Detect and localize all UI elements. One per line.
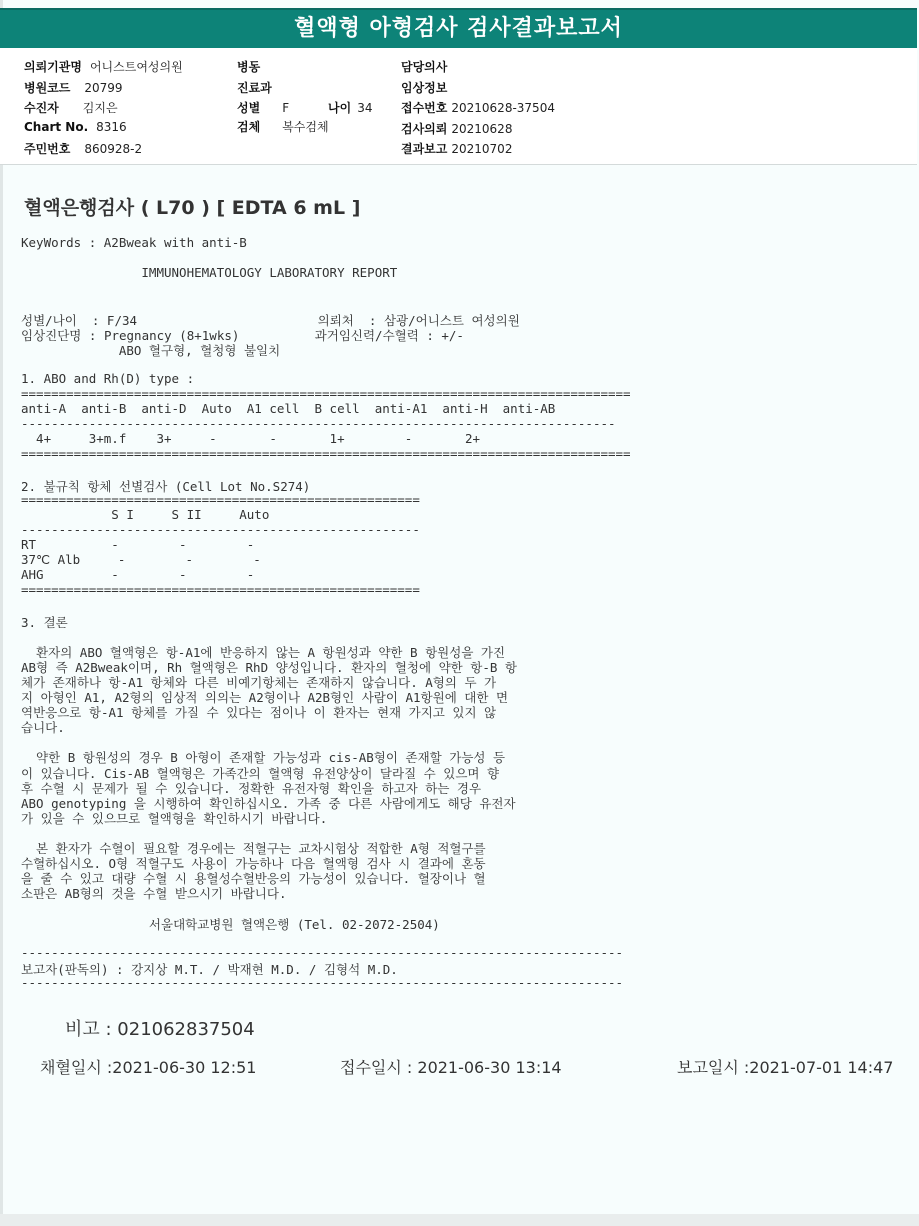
age-field — [328, 99, 372, 116]
field-value: 34 — [357, 101, 373, 115]
clinical-info-field — [401, 79, 455, 96]
report-line: 4+ 3+m.f 3+ - - 1+ - 2+ — [21, 431, 481, 447]
report-line: ================================================================================= — [21, 386, 631, 401]
report-line: 성별/나이 : F/34 의뢰처 : 삼광/어니스트 여성의원 — [21, 312, 520, 328]
field-label: 병동 — [237, 60, 261, 74]
report-line: ------------------------------------------------------------------------------- — [21, 416, 616, 432]
report-line: 가 있을 수 있으므로 혈액형을 확인하시기 바랍니다. — [21, 810, 328, 826]
hospital-code-field — [24, 79, 123, 96]
department-field — [237, 79, 280, 96]
report-line: 체가 존재하나 항-A1 항체와 다른 비예기항체는 존재하지 않습니다. A형의 두 가 — [21, 674, 497, 690]
field-value: 20799 — [84, 81, 123, 95]
field-label: 의뢰기관명 — [24, 60, 82, 74]
report-line: 이 있습니다. Cis-AB 혈액형은 가족간의 혈액형 유전양상이 달라질 수 있으며 향 — [21, 765, 500, 781]
report-line: ===================================================== — [21, 582, 420, 598]
receipt-no-field — [401, 99, 555, 116]
report-line: ABO genotyping 을 시행하여 확인하십시오. 가족 중 다른 사람에게도 해당 유전자 — [21, 795, 516, 811]
field-label: 나이 — [328, 101, 352, 115]
field-label: 접수번호 — [401, 101, 448, 115]
field-value: 김지은 — [82, 101, 118, 115]
report-line: 2. 불규칙 항체 선별검사 (Cell Lot No.S274) — [21, 478, 311, 494]
physician-field — [401, 58, 455, 75]
field-label: 주민번호 — [24, 142, 71, 156]
field-value: 20210702 — [451, 142, 513, 156]
report-line: -------------------------------------------------------------------------------- — [21, 944, 624, 960]
report-line: 환자의 ABO 혈액형은 항-A1에 반응하지 않는 A 항원성과 약한 B 항원성을 가진 — [21, 644, 506, 660]
report-datetime: 보고일시 :2021-07-01 14:47 — [677, 1058, 894, 1077]
field-value: 20210628-37504 — [451, 101, 555, 115]
report-line: anti-A anti-B anti-D Auto A1 cell B cell anti-A1 anti-H anti-AB — [21, 401, 556, 417]
report-line: AHG - - - — [21, 567, 255, 583]
report-line: -------------------------------------------------------------------------------- — [21, 974, 624, 990]
patient-field — [24, 99, 118, 116]
client-field — [24, 58, 183, 75]
report-line: 37℃ Alb - - - — [21, 552, 261, 568]
field-label: 검사의뢰 — [401, 122, 448, 136]
remark: 비고 : 021062837504 — [65, 1019, 255, 1040]
page-footer — [0, 1214, 919, 1226]
field-label: 담당의사 — [401, 60, 448, 74]
field-label: 성별 — [237, 101, 261, 115]
report-date-field — [401, 140, 512, 157]
report-line: 보고자(판독의) : 강지상 M.T. / 박재현 M.D. / 김형석 M.D. — [21, 961, 398, 977]
report-header — [0, 48, 917, 165]
report-line: 소판은 AB형의 것을 수혈 받으시기 바랍니다. — [21, 886, 287, 902]
report-line: 임상진단명 : Pregnancy (8+1wks) 과거임신력/수혈력 : +/- — [21, 327, 464, 343]
report-line: 후 수혈 시 문제가 될 수 있습니다. 정확한 유전자형 확인을 하고자 하는 경우 — [21, 780, 482, 796]
report-line: 본 환자가 수혈이 필요할 경우에는 적혈구는 교차시험상 적합한 A형 적혈구를 — [21, 841, 486, 856]
ward-field — [237, 58, 268, 75]
field-label: 수진자 — [24, 101, 59, 115]
field-value: 20210628 — [451, 122, 513, 136]
field-label: 검체 — [237, 120, 261, 134]
field-value: 860928-2 — [84, 142, 143, 156]
report-line: ================================================================================= — [21, 446, 631, 462]
report-line: 지 아형인 A1, A2형의 임상적 의의는 A2형이나 A2B형인 사람이 A1항원에 대한 면 — [21, 690, 509, 705]
chart-no-field — [24, 120, 127, 134]
report-line: 서울대학교병원 혈액은행 (Tel. 02-2072-2504) — [21, 916, 440, 932]
request-date-field — [401, 120, 512, 137]
resident-no-field — [24, 140, 142, 157]
report-line: KeyWords : A2Bweak with anti-B — [21, 235, 247, 250]
field-label: 진료과 — [237, 81, 272, 95]
report-line: 을 줄 수 있고 대량 수혈 시 용혈성수혈반응의 가능성이 있습니다. 혈장이나 혈 — [21, 871, 486, 887]
report-line: 수혈하십시오. O형 적혈구도 사용이 가능하나 다음 혈액형 검사 시 결과에 혼동 — [21, 856, 486, 872]
field-value: 어니스트여성의원 — [89, 60, 183, 74]
page-edge — [0, 0, 3, 1226]
report-line: AB형 즉 A2Bweak이며, Rh 혈액형은 RhD 양성입니다. 환자의 혈청에 약한 항-B 항 — [21, 659, 517, 675]
field-label: 결과보고 — [401, 142, 448, 156]
report-line: 3. 결론 — [21, 614, 68, 630]
receipt-datetime: 접수일시 : 2021-06-30 13:14 — [340, 1058, 562, 1077]
field-label: 병원코드 — [24, 81, 71, 95]
report-line: ===================================================== — [21, 491, 420, 507]
field-value: F — [282, 101, 290, 115]
field-value: 복수검체 — [282, 120, 329, 134]
report-line: 1. ABO and Rh(D) type : — [21, 370, 195, 386]
sex-field — [237, 99, 289, 116]
report-title: 혈액형 아형검사 검사결과보고서 — [0, 8, 917, 48]
specimen-field — [237, 118, 329, 135]
report-line: IMMUNOHEMATOLOGY LABORATORY REPORT — [21, 265, 398, 281]
report-line: S I S II Auto — [21, 506, 270, 522]
field-label: 임상정보 — [401, 81, 448, 95]
field-value: 8316 — [96, 120, 127, 134]
report-line: 습니다. — [21, 720, 65, 736]
collection-datetime: 채혈일시 :2021-06-30 12:51 — [40, 1058, 257, 1077]
report-line: ----------------------------------------------------- — [21, 521, 420, 537]
report-line: 역반응으로 항-A1 항체를 가질 수 있다는 점이나 이 환자는 현재 가지고 있지 않 — [21, 705, 497, 721]
report-line: ABO 혈구형, 혈청형 불일치 — [21, 342, 281, 358]
field-label: Chart No. — [24, 120, 89, 134]
report-line: 약한 B 항원성의 경우 B 아형이 존재할 가능성과 cis-AB형이 존재할 가능성 등 — [21, 750, 506, 766]
report-line: RT - - - — [21, 537, 255, 552]
section-title: 혈액은행검사 ( L70 ) [ EDTA 6 mL ] — [24, 197, 361, 219]
